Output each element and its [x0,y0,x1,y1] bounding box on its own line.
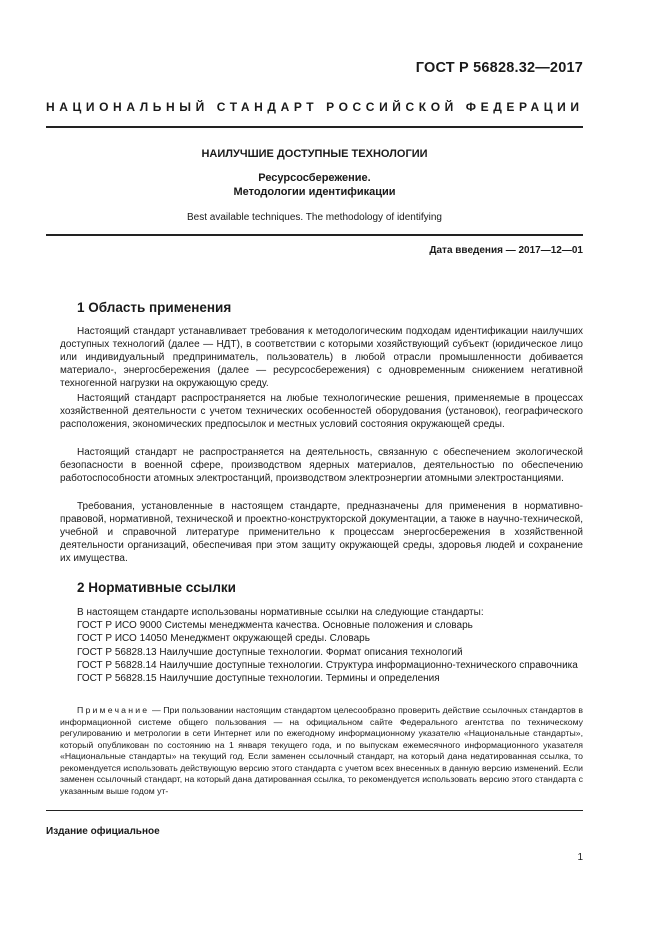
normative-references-list [60,606,583,685]
national-standard-heading: НАЦИОНАЛЬНЫЙ СТАНДАРТ РОССИЙСКОЙ ФЕДЕРАЦИИ [46,100,584,114]
section-1-paragraph: Требования, установленные в настоящем стандарте, предназначены для применения в нормативно-правовой, нормативной, технической и проектно-конструкторской документации, а также в научно-технической, учебной и справочной литературе применительно к процессам энергосбережения в хозяйственной деятельности организаций, обеспечивая при этом защиту окружающей среды, здоровья людей и сохранение их имущества. [60,501,583,564]
note-text: — При пользовании настоящим стандартом целесообразно проверить действие ссылочных стандартов в информационной системе общего пользования — на официальном сайте Федерального агентства по техническому регулированию и метрологии в сети Интернет или по ежегодному информационному указателю «Национальные стандарты», который опубликован по состоянию на 1 января текущего года, и по выпускам ежемесячного информационного указателя «Национальные стандарты» на текущий год. Если заменен ссылочный стандарт, на который дана недатированная ссылка, то рекомендуется использовать действующую версию этого стандарта с учетом всех внесенных в данную версию изменений. Если заменен ссылочный стандарт, на который дана датированная ссылка, то рекомендуется использовать версию этого стандарта с указанным выше годом ут- [60,705,583,796]
introduction-date: Дата введения — 2017—12—01 [429,245,583,256]
reference-item: ГОСТ Р 56828.13 Наилучшие доступные технологии. Формат описания технологий [77,646,463,658]
footer-divider [46,810,583,811]
section-1-paragraph: Настоящий стандарт устанавливает требования к методологическим подходам идентификации наилучших доступных технологий (далее — НДТ), в соответствии с которыми хозяйствующий субъект (юридическое лицо или индивидуальный предприниматель, пользователь) в любой отрасли промышленности добивается материало-, энергосбережения (далее — ресурсосбережения) с одновременным снижением негативной техногенной нагрузки на окружающую среду. [60,326,583,389]
header-divider [46,126,583,128]
standard-subtitle-1: Ресурсосбережение. [258,172,371,184]
section-1-title: 1 Область применения [77,300,232,315]
standard-subtitle-2: Методологии идентификации [233,186,396,198]
section-2-title: 2 Нормативные ссылки [77,580,236,595]
reference-item: ГОСТ Р 56828.14 Наилучшие доступные технологии. Структура информационно-технического справочника [77,659,578,671]
reference-item: ГОСТ Р 56828.15 Наилучшие доступные технологии. Термины и определения [77,673,440,685]
reference-item: ГОСТ Р ИСО 14050 Менеджмент окружающей среды. Словарь [77,633,370,645]
section-1-paragraph: Настоящий стандарт не распространяется на деятельность, связанную с обеспечением экологической безопасности в военной сфере, производством ядерных материалов, деятельностью по обеспечению работоспособности атомных электростанций, производством электроэнергии атомными электростанциями. [60,447,583,484]
english-title: Best available techniques. The methodology of identifying [187,212,442,223]
page-number: 1 [577,852,583,863]
title-divider [46,234,583,236]
reference-item: ГОСТ Р ИСО 9000 Системы менеджмента качества. Основные положения и словарь [77,620,473,632]
document-code: ГОСТ Р 56828.32—2017 [415,60,583,76]
note-paragraph [60,705,583,797]
official-edition-label: Издание официальное [46,826,160,837]
references-intro: В настоящем стандарте использованы нормативные ссылки на следующие стандарты: [77,607,484,618]
standard-title: НАИЛУЧШИЕ ДОСТУПНЫЕ ТЕХНОЛОГИИ [201,148,428,160]
section-1-paragraph: Настоящий стандарт распространяется на любые технологические решения, применяемые в процессах хозяйственной деятельности с учетом технических особенностей оборудования (установок), географического расположения, экономических предпосылок и местных условий состояния окружающей среды. [60,393,583,430]
note-label: Примечание [77,705,150,715]
